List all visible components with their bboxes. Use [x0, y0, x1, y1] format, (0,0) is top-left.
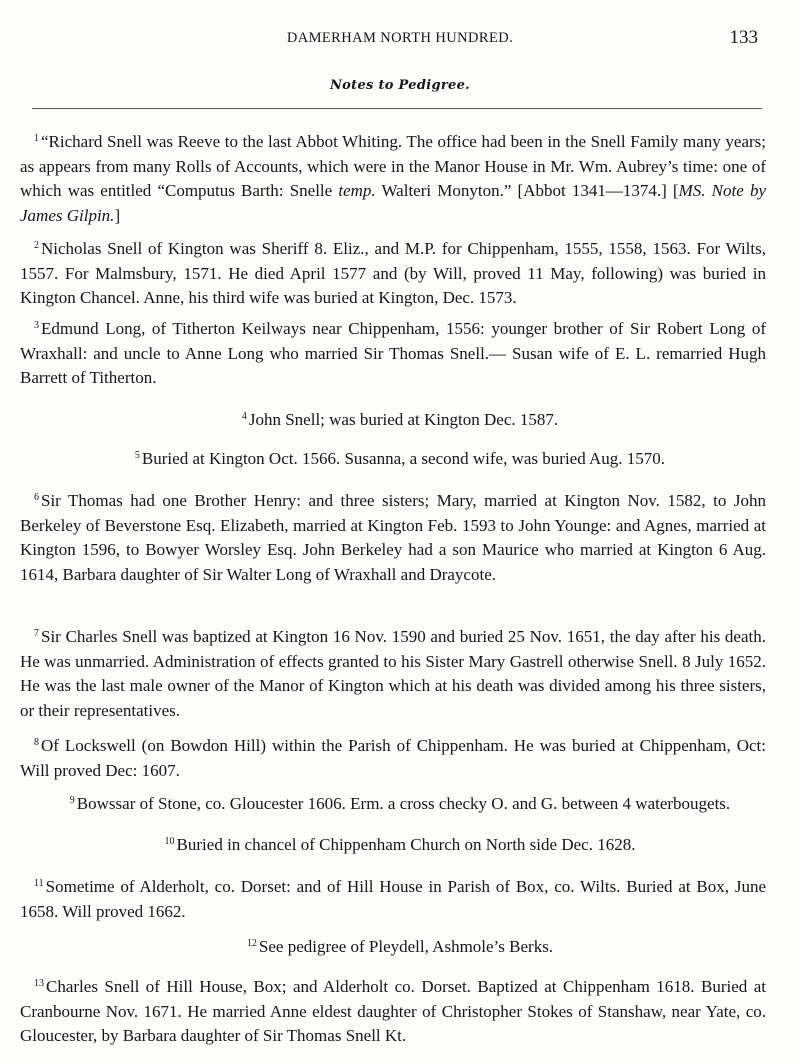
note-5: [0, 444, 800, 472]
note-number: 12: [246, 938, 257, 949]
note-number: 4: [241, 411, 247, 422]
note-10: [0, 830, 800, 858]
note-italic: temp.: [338, 181, 376, 200]
header-rule: [32, 108, 762, 109]
note-number: 13: [34, 978, 44, 989]
note-number: 2: [34, 240, 39, 251]
note-1: [20, 127, 766, 228]
note-text: Sometime of Alderholt, co. Dorset: and of Hill House in Parish of Box, co. Wilts. Buried at Box, June 1658. Will proved 1662.: [20, 877, 766, 921]
note-text: Sir Charles Snell was baptized at Kington 16 Nov. 1590 and buried 25 Nov. 1651, the day after his death. He was unmarried. Administration of effects granted to his Sister Mary Gastrell otherwise Snell. 8 July 1652. He was the last male owner of the Manor of Kington which at his death was divided among his three sisters, or their representatives.: [20, 627, 766, 720]
note-text: Buried in chancel of Chippenham Church on North side Dec. 1628.: [176, 835, 636, 854]
note-number: 11: [34, 878, 44, 889]
note-text: Bowssar of Stone, co. Gloucester 1606. Erm. a cross checky O. and G. between 4 waterbougets.: [76, 794, 731, 813]
note-text: Charles Snell of Hill House, Box; and Alderholt co. Dorset. Baptized at Chippenham 1618. Buried at Cranbourne Nov. 1671. He married Anne eldest daughter of Christopher Stokes of Stanshaw, near Yate, co. Gloucester, by Barbara daughter of Sir Thomas Snell Kt.: [20, 977, 766, 1045]
note-number: 3: [34, 320, 39, 331]
note-text: See pedigree of Pleydell, Ashmole’s Berks.: [258, 937, 554, 956]
page-number: 133: [729, 27, 758, 48]
note-number: 6: [34, 492, 39, 503]
note-2: [20, 234, 766, 311]
note-6: [20, 486, 766, 587]
note-number: 8: [34, 737, 39, 748]
note-3: [20, 314, 766, 391]
note-text: Nicholas Snell of Kington was Sheriff 8. Eliz., and M.P. for Chippenham, 1555, 1558, 1563. For Wilts, 1557. For Malmsbury, 1571. He died April 1577 and (by Will, proved 11 May, following) was buried in Kington Chancel. Anne, his third wife was buried at Kington, Dec. 1573.: [20, 239, 766, 307]
note-number: 7: [34, 628, 39, 639]
note-text: Walteri Monyton.” [Abbot 1341—1374.] [: [375, 181, 679, 200]
note-text: ]: [114, 205, 121, 225]
note-text: Sir Thomas had one Brother Henry: and three sisters; Mary, married at Kington Nov. 1582, to John Berkeley of Beverstone Esq. Elizabeth, married at Kington Feb. 1593 to John Younge: and Agnes, married at Kington 1596, to Bowyer Worsley Esq. John Berkeley had a son Maurice who married at Kington 6 Aug. 1614, Barbara daughter of Sir Walter Long of Wraxhall and Draycote.: [20, 491, 766, 584]
note-text: Edmund Long, of Titherton Keilways near Chippenham, 1556: younger brother of Sir Robert Long of Wraxhall: and uncle to Anne Long who married Sir Thomas Snell.— Susan wife of E. L. remarried Hugh Barrett of Titherton.: [20, 319, 766, 387]
note-7: [20, 622, 766, 723]
note-text: Of Lockswell (on Bowdon Hill) within the Parish of Chippenham. He was buried at Chippenham, Oct: Will proved Dec: 1607.: [20, 736, 766, 780]
note-8: [20, 731, 766, 783]
note-text: Buried at Kington Oct. 1566. Susanna, a second wife, was buried Aug. 1570.: [141, 449, 666, 468]
note-number: 9: [69, 795, 75, 806]
note-text: “Richard Snell was Reeve to the last Abbot Whiting. The office had been in the Snell Family many years; as appears from many Rolls of Accounts, which were in the Manor House in Mr. Wm. Aubrey’s time: one of which was entitled “Computus Barth: Snelle: [20, 132, 766, 200]
note-11: [20, 872, 766, 924]
note-13: [20, 972, 766, 1049]
note-number: 5: [134, 450, 140, 461]
running-head: DAMERHAM NORTH HUNDRED.: [286, 30, 514, 46]
note-12: [0, 932, 800, 960]
note-attribution: MS. Note by James Gilpin.: [20, 181, 766, 225]
section-title: Notes to Pedigree.: [329, 78, 470, 93]
note-4: [0, 405, 800, 433]
note-9: [0, 789, 800, 817]
note-number: 10: [164, 836, 175, 847]
note-text: John Snell; was buried at Kington Dec. 1587.: [248, 410, 559, 429]
note-number: 1: [34, 133, 39, 144]
